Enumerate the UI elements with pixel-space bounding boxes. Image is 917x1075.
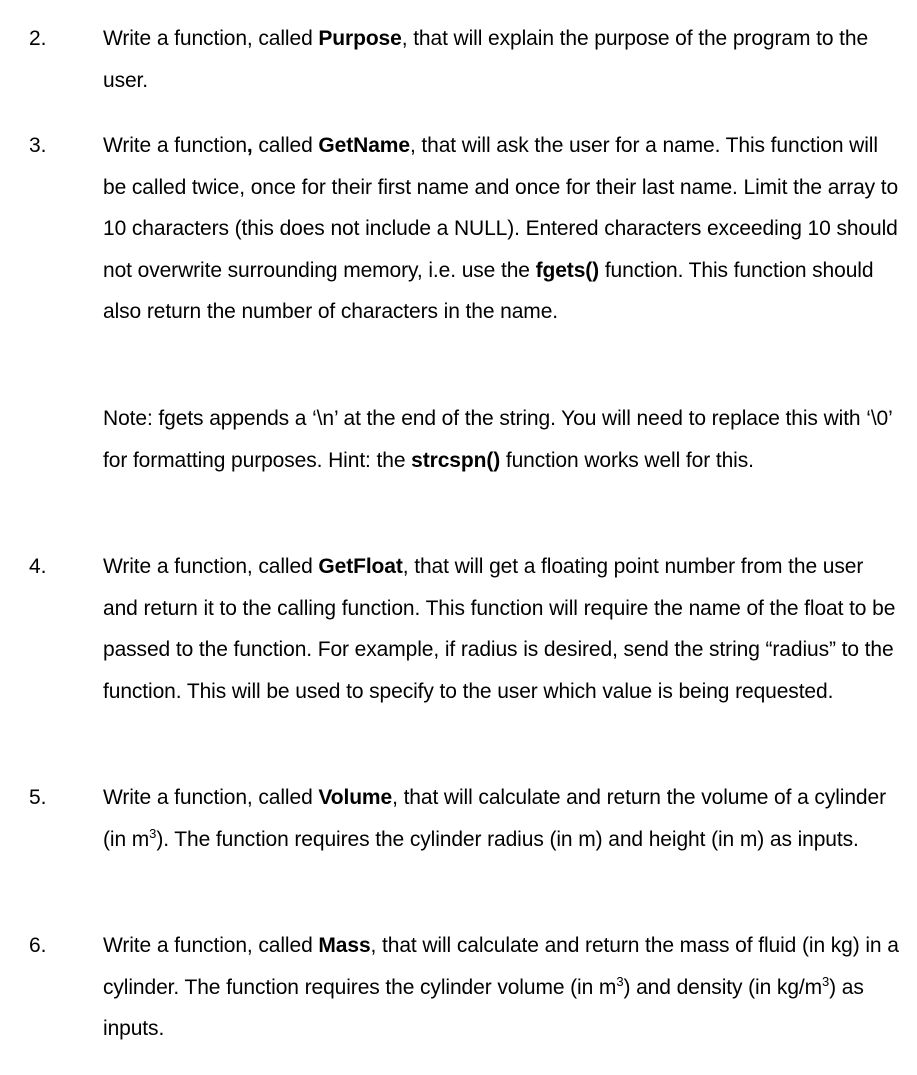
item-number: 5. [29, 786, 47, 809]
text-run: Write a function, called [103, 934, 319, 957]
item-number: 3. [29, 134, 47, 157]
text-run: , that will calculate and return the mass of fluid (in kg) in a cylinder. The function requires the cylinder volume (in m [103, 934, 899, 999]
item-text [103, 925, 903, 1050]
text-run: Write a function, called [103, 786, 319, 809]
item-text [103, 777, 903, 860]
superscript: 3 [616, 973, 624, 989]
item-number: 4. [29, 555, 47, 578]
text-run: , that will explain the purpose of the program to the user. [103, 27, 869, 92]
bold-term: fgets() [535, 258, 600, 282]
text-run: ) as inputs. [103, 975, 864, 1040]
text-run: ). The function requires the cylinder radius (in m) and height (in m) as inputs. [156, 827, 859, 851]
text-run: Write a function, called [103, 555, 319, 578]
item-text [103, 125, 903, 333]
text-run: , that will get a floating point number from the user and return it to the calling function. This function will require the name of the float to be passed to the function. For example, if radius is desired, send the string “radius” to the function. This will be used to specify to the user which value is being requested. [103, 555, 896, 703]
superscript: 3 [149, 825, 157, 841]
item-text [103, 546, 903, 712]
bold-term: , [246, 134, 253, 157]
bold-term: strcspn() [411, 448, 501, 472]
text-run: Note: fgets appends a ‘\n’ at the end of the string. You will need to replace this with ‘\0’ for formatting purposes. Hint: the [103, 407, 892, 472]
text-run: , that will ask the user for a name. This function will be called twice, once for their first name and once for their last name. Limit the array to 10 characters (this does not include a NULL). Entered characters exceeding 10 should not overwrite surrounding memory, i.e. use the [103, 134, 899, 282]
item-note [103, 398, 903, 481]
bold-term: GetName [318, 134, 410, 157]
bold-term: GetFloat [318, 555, 403, 578]
text-run: function. This function should also return the number of characters in the name. [103, 258, 874, 323]
bold-term: Mass [318, 934, 371, 957]
item-number: 2. [29, 27, 47, 50]
item-number: 6. [29, 934, 47, 957]
text-run: function works well for this. [500, 448, 754, 472]
text-run: called [252, 134, 319, 157]
text-run: Write a function [103, 134, 247, 157]
text-run: Write a function, called [103, 27, 319, 50]
item-text [103, 18, 903, 101]
bold-term: Volume [318, 786, 393, 809]
bold-term: Purpose [318, 27, 402, 50]
text-run: ) and density (in kg/m [623, 975, 823, 999]
text-run: , that will calculate and return the volume of a cylinder (in m [103, 786, 886, 851]
superscript: 3 [822, 973, 830, 989]
